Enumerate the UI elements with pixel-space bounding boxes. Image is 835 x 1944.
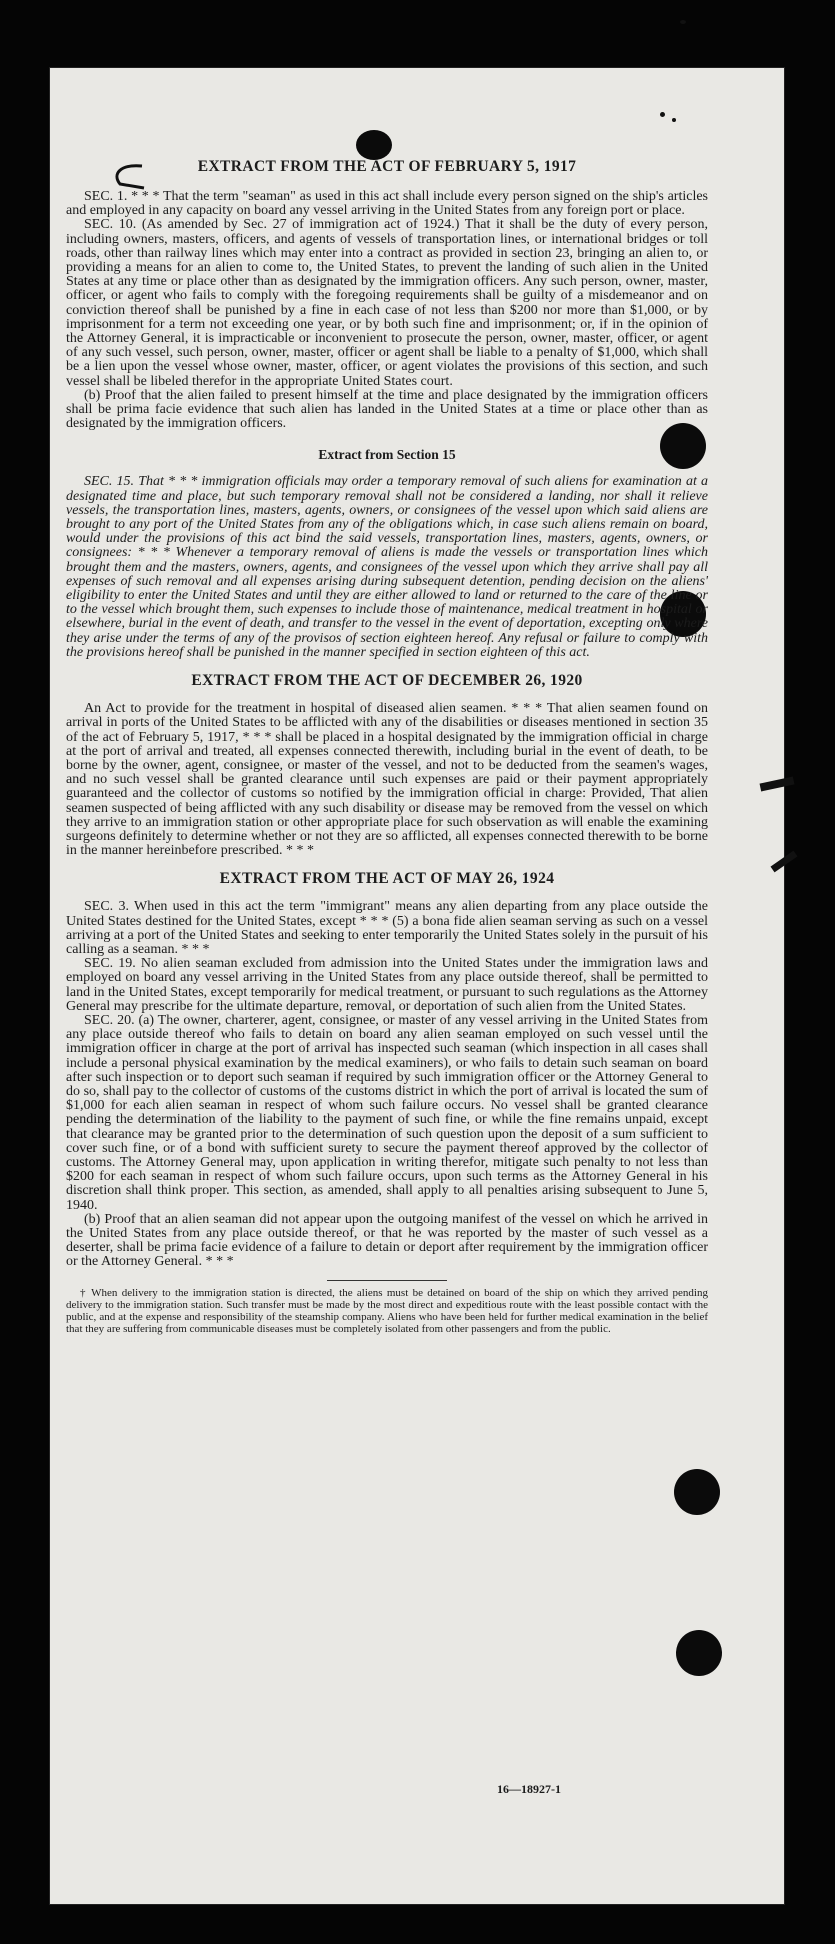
heading-act-1920: EXTRACT FROM THE ACT OF DECEMBER 26, 1920: [191, 672, 583, 690]
act-1920-paragraph: An Act to provide for the treatment in hospital of diseased alien seamen. * * * That alien seamen found on arrival in ports of the United States to be afflicted with any of the disabilities or diseases mentioned in section 35 of the act of February 5, 1917, * * * shall be placed in a hospital designated by the immigration official in charge at the port of arrival and treated, all expenses connected therewith, including burial in the event of death, to be borne by the owner, agent, consignee, or master of the vessel, and not to be deducted from the seamen's wages, and no such vessel shall be granted clearance until such expenses are paid or their payment appropriately guaranteed and the collector of customs so notified by the immigration official in charge: Provided, That alien seamen suspected of being afflicted with any such disability or disease may be removed from the vessel on which they arrive to an immigration station or other appropriate place for such observation as will enable the examining surgeons definitely to determine whether or not they are so afflicted, all expenses connected therewith to be borne in the manner hereinbefore prescribed. * * *: [66, 701, 708, 859]
sec20-paragraph: SEC. 20. (a) The owner, charterer, agent, consignee, or master of any vessel arriving in the United States from any place outside thereof who fails to detain on board any alien seaman employed on such vessel until the immigration officer in charge at the port of arrival has inspected such seaman (which inspection in all cases shall include a personal physical examination by the medical examiners), or who fails to detain such seaman on board after such inspection or to deport such seaman if required by such immigration officer or the Attorney General to do so, shall pay to the collector of customs of the customs district in which the port of arrival is located the sum of $1,000 for each alien seaman in respect of whom such failure occurs. No vessel shall be granted clearance pending the determination of the liability to the payment of such fine, or while the fine remains unpaid, except that clearance may be granted prior to the determination of such question upon the deposit of a sum sufficient to cover such fine, or of a bond with sufficient surety to secure the payment thereof approved by the collector of customs. The Attorney General may, upon application in writing therefor, mitigate such penalty to not less than $200 for each seaman in respect of whom such failure occurs, upon such terms as the Attorney General in his discretion shall think proper. This section, as amended, shall apply to all penalties arising subsequent to June 5, 1940.: [66, 1012, 708, 1213]
proof-b-1924-paragraph: (b) Proof that an alien seaman did not appear upon the outgoing manifest of the vessel on which he arrived in the United States from any place outside thereof, or that he was reported by the master of such vessel as a deserter, shall be prima facie evidence of a failure to detain or deport after requirement by the immigration officer or the Attorney General. * * *: [66, 1211, 708, 1270]
sec1-paragraph: SEC. 1. * * * That the term "seaman" as used in this act shall include every person signed on the ship's articles and employed in any capacity on board any vessel arriving in the United States from any foreign port or place.: [66, 189, 708, 219]
sec19-paragraph: SEC. 19. No alien seaman excluded from admission into the United States under the immigration laws and employed on board any vessel arriving in the United States from any place outside thereof, shall be permitted to land in the United States, except temporarily for medical treatment, or pursuant to such regulations as the Attorney General may prescribe for the ultimate departure, removal, or deportation of such alien from the United States.: [66, 956, 708, 1014]
document-content: [66, 84, 708, 1335]
speck-5: [680, 20, 686, 24]
sec10-paragraph: SEC. 10. (As amended by Sec. 27 of immigration act of 1924.) That it shall be the duty of every person, including owners, masters, officers, and agents of vessels of transportation lines, or international bridges or toll roads, other than railway lines which may enter into a contract as provided in section 23, bringing an alien to, or providing a means for an alien to come to, the United States, to prevent the landing of such alien in the United States at any time or place other than as designated by the immigration officers. Any such person, owner, master, officer, or agent who fails to comply with the foregoing requirements shall be guilty of a misdemeanor and on conviction thereof shall be punished by a fine in each case of not less than $200 nor more than $1,000, or by imprisonment for a term not exceeding one year, or by both such fine and imprisonment; or, if in the opinion of the Attorney General, it is impracticable or inconvenient to prosecute the person, owner, master, officer, or agent of any such vessel, such person, owner, master, officer or agent shall be liable to a penalty of $1,000, which shall be a lien upon the vessel whose owner, master, officer, or agent violates the provisions of this section, and such vessel shall be libeled therefor in the appropriate United States court.: [66, 217, 708, 389]
heading-act-1924: EXTRACT FROM THE ACT OF MAY 26, 1924: [219, 870, 555, 888]
sec15-paragraph: SEC. 15. That * * * immigration officials may order a temporary removal of such aliens for examination at a designated time and place, but such temporary removal shall not be considered a landing, nor shall it relieve vessels, the transportation lines, masters, agents, owners, or consignees of the vessel upon which said aliens are brought to any port of the United States from any of the obligations which, in case such aliens remain on board, would under the provisions of this act bind the said vessels, transportation lines, masters, agents, owners, or consignees: * * * Whenever a temporary removal of aliens is made the vessels or transportation lines which brought them and the masters, owners, agents, and consignees of the vessel upon which they arrive shall pay all expenses of such removal and all expenses arising during subsequent detention, pending decision on the aliens' eligibility to enter the United States and until they are either allowed to land or returned to the care of the line or to the vessel which brought them, such expenses to include those of maintenance, medical treatment in hospital or elsewhere, burial in the event of death, and transfer to the vessel in the event of deportation, excepting only where they arise under the terms of any of the provisos of section eighteen hereof. Any refusal or failure to comply with the provisions hereof shall be punished in the manner specified in section eighteen of this act.: [66, 474, 708, 660]
punch-hole-3: [674, 1469, 720, 1515]
sec3-paragraph: SEC. 3. When used in this act the term "immigrant" means any alien departing from any place outside the United States destined for the United States, except * * * (5) a bona fide alien seaman serving as such on a vessel arriving at a port of the United States and seeking to enter temporarily the United States solely in the pursuit of his calling as a seaman. * * *: [66, 899, 708, 957]
footnote-divider: [327, 1280, 447, 1281]
proof-b-paragraph: (b) Proof that the alien failed to present himself at the time and place designated by the immigration officers shall be prima facie evidence that such alien has landed in the United States at a time or place other than as designated by the immigration officers.: [66, 387, 708, 432]
footnote-text: † When delivery to the immigration station is directed, the aliens must be detained on board of the ship on which they arrived pending delivery to the immigration station. Such transfer must be made by the most direct and expeditious route with the least possible contact with the public, and at the expense and responsibility of the steamship company. Aliens who have been held for further medical examination in the belief that they are suffering from communicable diseases must be completely isolated from other passengers and from the public.: [66, 1286, 708, 1335]
subhead-section-15: Extract from Section 15: [318, 447, 456, 463]
form-code: 16—18927-1: [497, 1782, 561, 1796]
punch-hole-4: [676, 1630, 722, 1676]
heading-act-1917: EXTRACT FROM THE ACT OF FEBRUARY 5, 1917: [197, 158, 577, 175]
